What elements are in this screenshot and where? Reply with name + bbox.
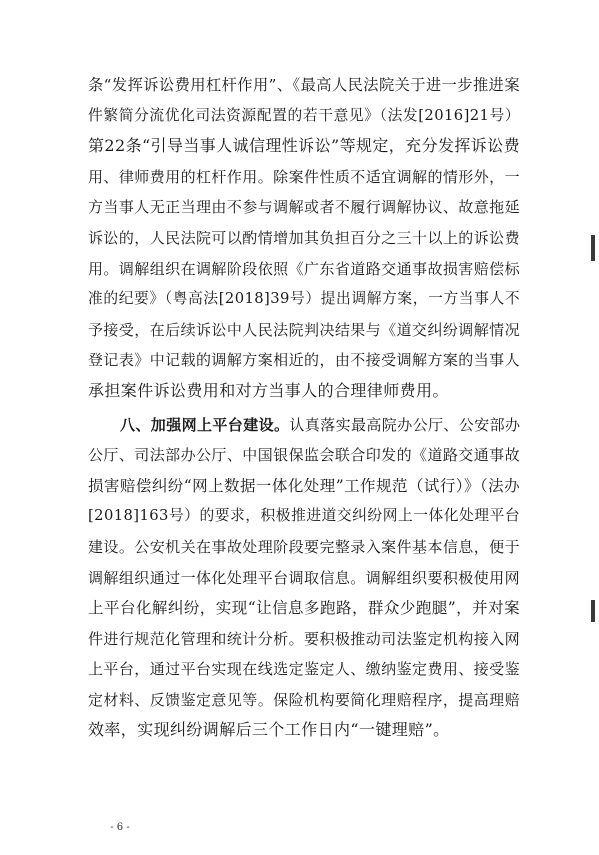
section-last-line: 效率，实现纠纷调解后三个工作日内“一键理赔”。 [88, 720, 450, 740]
section-line: 定材料、反馈鉴定意见等。保险机构要简化理赔程序，提高理赔 [88, 690, 520, 709]
section-line: 建设。公安机关在事故处理阶段要完整录入案件基本信息，便于 [88, 537, 520, 556]
paragraph-last-line: 承担案件诉讼费用和对方当事人的合理律师费用。 [88, 380, 449, 400]
paragraph-line: 予接受，在后续诉讼中人民法院判决结果与《道交纠纷调解情况 [88, 320, 520, 339]
section-line: 调解组织通过一体化处理平台调取信息。调解组织要积极使用网 [88, 568, 520, 587]
paragraph-line: 诉讼的，人民法院可以酌情增加其负担百分之三十以上的诉讼费 [88, 228, 520, 247]
section-first-line [88, 410, 520, 441]
section-line: 上平台，通过平台实现在线选定鉴定人、缴纳鉴定费用、接受鉴 [88, 660, 520, 679]
paragraph-line: 条“发挥诉讼费用杠杆作用”、《最高人民法院关于进一步推进案 [88, 76, 520, 94]
section-heading: 八、加强网上平台建设。 [120, 415, 290, 434]
page-number: - 6 - [110, 822, 130, 833]
section-line: 上平台化解纠纷，实现“让信息多跑路，群众少跑腿”，并对案 [88, 599, 520, 618]
paragraph-line: 准的纪要》（粤高法[2018]39号）提出调解方案，一方当事人不 [88, 290, 520, 308]
paragraph-line: 用。调解组织在调解阶段依照《广东省道路交通事故损害赔偿标 [88, 259, 520, 278]
section-line: 件进行规范化管理和统计分析。要积极推动司法鉴定机构接入网 [88, 629, 520, 648]
scan-edge-mark [591, 600, 595, 622]
section-line: 公厅、司法部办公厅、中国银保监会联合印发的《道路交通事故 [88, 446, 520, 465]
paragraph-line: 方当事人无正当理由不参与调解或者不履行调解协议、故意拖延 [88, 198, 520, 217]
section-line: 损害赔偿纠纷“网上数据一体化处理”工作规范（试行）》（法办 [88, 476, 520, 495]
paragraph-line: 件繁简分流优化司法资源配置的若干意见》（法发[2016]21号） [88, 106, 520, 124]
section-first-line-text: 认真落实最高院办公厅、公安部办 [289, 415, 521, 434]
paragraph-line: 第22条“引导当事人诚信理性诉讼”等规定，充分发挥诉讼费 [88, 136, 520, 156]
paragraph-line: 用、律师费用的杠杆作用。除案件性质不适宜调解的情形外，一 [88, 167, 520, 186]
scan-edge-mark [591, 235, 595, 261]
paragraph-line: 登记表》中记载的调解方案相近的，由不接受调解方案的当事人 [88, 351, 520, 370]
document-body [88, 70, 520, 746]
section-line: [2018]163号）的要求，积极推进道交纠纷网上一体化处理平台 [88, 507, 520, 525]
